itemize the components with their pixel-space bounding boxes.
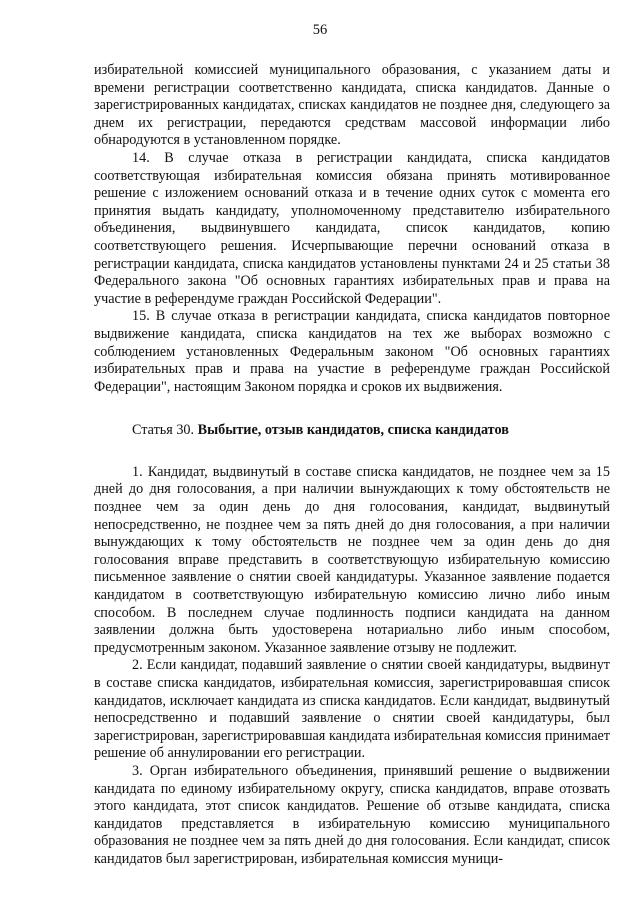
paragraph-14: 14. В случае отказа в регистрации кандидата, списка кандидатов соответствующая избирательная комиссия обязана принять мотивированное решение с изложением оснований отказа и в течение одних суток с момента его принятия выдать кандидату, уполномоченному представителю избирательного объединения, выдвинувшего кандидата, список кандидатов, копию соответствующего решения. Исчерпывающие перечни оснований отказа в регистрации кандидата, списка кандидатов установлены пунктами 24 и 25 статьи 38 Федерального закона "Об основных гарантиях избирательных прав и права на участие в референдуме граждан Российской Федерации". [94, 149, 610, 307]
page-number: 56 [312, 22, 328, 38]
article-paragraph-2: 2. Если кандидат, подавший заявление о снятии своей кандидатуры, выдвинут в составе списка кандидатов, избирательная комиссия, зарегистрировавшая список кандидатов, исключает кандидата из списка кандидатов. Если кандидат, выдвинутый непосредственно и подавший заявление о снятии своей кандидатуры, был зарегистрирован, зарегистрировавшая кандидата избирательная комиссия принимает решение об аннулировании его регистрации. [94, 657, 610, 762]
paragraph-15: 15. В случае отказа в регистрации кандидата, списка кандидатов повторное выдвижение кандидата, списка кандидатов на тех же выборах возможно с соблюдением установленных Федеральным законом "Об основных гарантиях избирательных прав и права на участие в референдуме граждан Российской Федерации", настоящим Законом порядка и сроков их выдвижения. [94, 308, 610, 395]
article-paragraph-1: 1. Кандидат, выдвинутый в составе списка кандидатов, не позднее чем за 15 дней до дня голосования, а при наличии вынуждающих к тому обстоятельств не позднее чем за один день до дня голосования, кандидат, выдвинутый непосредственно, не позднее чем за пять дней до дня голосования, а при наличии вынуждающих к тому обстоятельств не позднее чем за один день до дня голосования вправе представить в соответствующую избирательную комиссию письменное заявление о снятии своей кандидатуры. Указанное заявление подается кандидатом в соответствующую избирательную комиссию лично либо иным способом. В последнем случае подлинность подписи кандидата на данном заявлении должна быть удостоверена нотариально либо иным способом, предусмотренным законом. Указанное заявление отзыву не подлежит. [94, 463, 610, 656]
article-heading [94, 422, 610, 440]
article-paragraph-3: 3. Орган избирательного объединения, принявший решение о выдвижении кандидата по единому избирательному округу, списка кандидатов, вправе отозвать этого кандидата, этот список кандидатов. Решение об отзыве кандидата, списка кандидатов представляется в избирательную комиссию муниципального образования не позднее чем за пять дней до дня голосования. Если кандидат, список кандидатов был зарегистрирован, избирательная комиссия муници- [94, 762, 610, 867]
article-label: Статья 30. [132, 422, 195, 439]
document-body [94, 62, 610, 869]
paragraph-continuation: избирательной комиссией муниципального образования, с указанием даты и времени регистрации соответственно кандидата, списка кандидатов. Данные о зарегистрированных кандидатах, списках кандидатов не позднее дня, следующего за днем их регистрации, передаются средствам массовой информации либо обнародуются в установленном порядке. [94, 62, 610, 149]
article-title: Выбытие, отзыв кандидатов, списка кандидатов [197, 422, 509, 439]
